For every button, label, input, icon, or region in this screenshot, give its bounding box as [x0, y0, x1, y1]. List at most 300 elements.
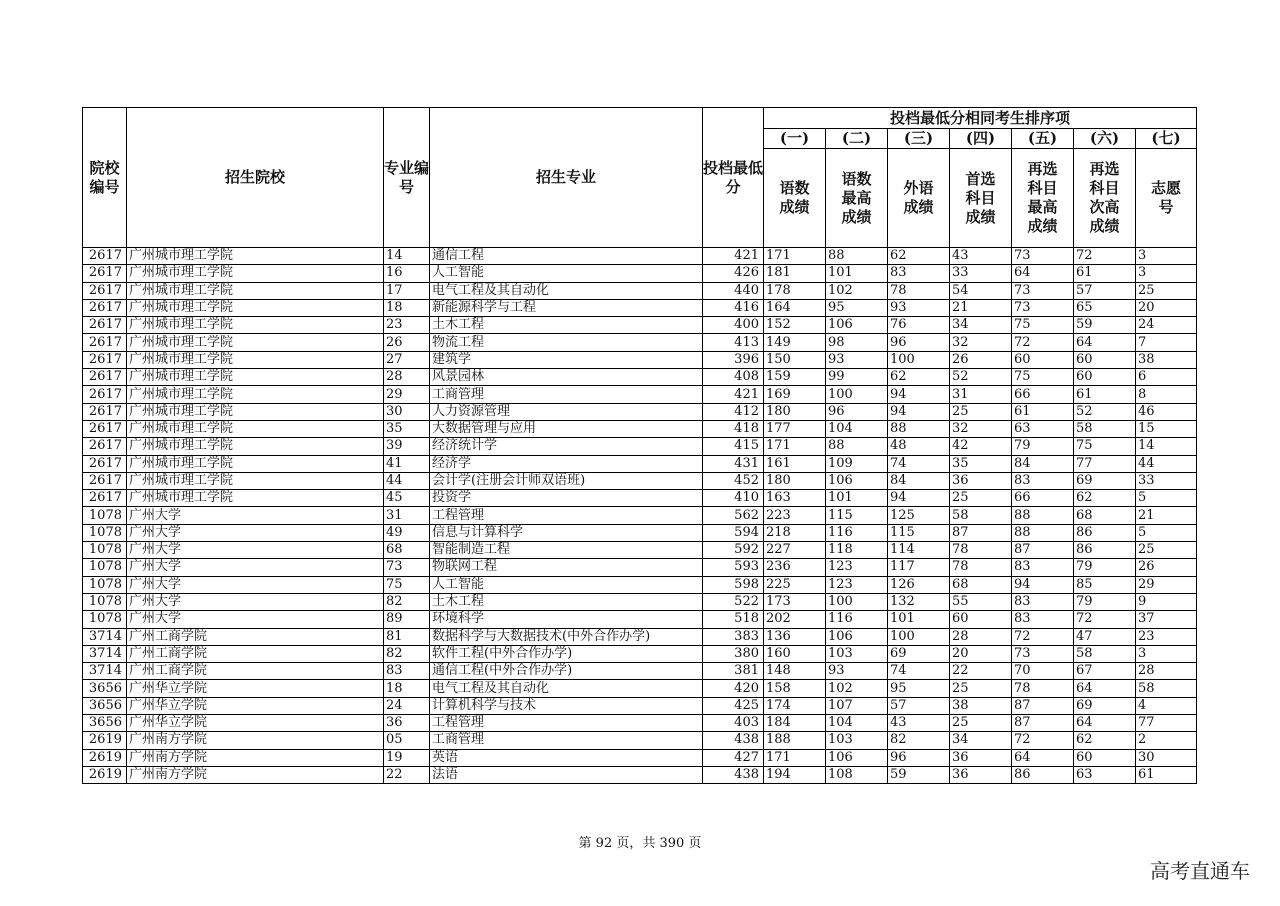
table-row [83, 317, 1197, 334]
cell-application-number: 25 [1136, 282, 1197, 299]
cell-elective-second-score: 64 [1074, 334, 1136, 351]
cell-chinese-math-max-score: 100 [826, 593, 888, 610]
cell-foreign-language-score: 84 [888, 472, 950, 489]
table-row [83, 593, 1197, 610]
header-school-code: 院校编号 [83, 108, 127, 248]
cell-first-subject-score: 31 [950, 386, 1012, 403]
cell-elective-second-score: 75 [1074, 438, 1136, 455]
cell-school-name: 广州城市理工学院 [127, 317, 384, 334]
header-sub-label: 志愿号 [1136, 149, 1197, 248]
cell-application-number: 23 [1136, 628, 1197, 645]
cell-school-code: 3656 [83, 715, 127, 732]
table-row [83, 611, 1197, 628]
cell-foreign-language-score: 94 [888, 490, 950, 507]
cell-first-subject-score: 25 [950, 403, 1012, 420]
cell-school-name: 广州华立学院 [127, 680, 384, 697]
cell-elective-max-score: 75 [1012, 317, 1074, 334]
cell-min-score: 518 [703, 611, 764, 628]
cell-school-code: 1078 [83, 507, 127, 524]
cell-foreign-language-score: 78 [888, 282, 950, 299]
cell-foreign-language-score: 96 [888, 749, 950, 766]
cell-school-code: 3714 [83, 663, 127, 680]
cell-major-name: 新能源科学与工程 [430, 299, 703, 316]
cell-major-code: 05 [384, 732, 430, 749]
cell-elective-max-score: 64 [1012, 265, 1074, 282]
cell-major-code: 27 [384, 351, 430, 368]
cell-min-score: 427 [703, 749, 764, 766]
header-sub-label: 再选科目次高成绩 [1074, 149, 1136, 248]
cell-elective-max-score: 78 [1012, 680, 1074, 697]
cell-major-code: 19 [384, 749, 430, 766]
header-sub-label: 语数最高成绩 [826, 149, 888, 248]
cell-elective-max-score: 70 [1012, 663, 1074, 680]
cell-elective-second-score: 47 [1074, 628, 1136, 645]
cell-chinese-math-max-score: 101 [826, 265, 888, 282]
cell-elective-second-score: 61 [1074, 386, 1136, 403]
cell-min-score: 396 [703, 351, 764, 368]
table-row [83, 438, 1197, 455]
cell-chinese-math-score: 223 [764, 507, 826, 524]
cell-foreign-language-score: 82 [888, 732, 950, 749]
cell-chinese-math-score: 150 [764, 351, 826, 368]
cell-min-score: 594 [703, 524, 764, 541]
cell-first-subject-score: 25 [950, 680, 1012, 697]
cell-school-name: 广州城市理工学院 [127, 455, 384, 472]
cell-chinese-math-max-score: 93 [826, 663, 888, 680]
cell-chinese-math-max-score: 106 [826, 472, 888, 489]
cell-major-name: 大数据管理与应用 [430, 420, 703, 437]
cell-major-name: 物联网工程 [430, 559, 703, 576]
cell-major-name: 风景园林 [430, 369, 703, 386]
cell-chinese-math-max-score: 102 [826, 680, 888, 697]
table-row [83, 490, 1197, 507]
cell-chinese-math-max-score: 115 [826, 507, 888, 524]
cell-school-name: 广州华立学院 [127, 715, 384, 732]
cell-elective-max-score: 87 [1012, 697, 1074, 714]
admission-score-table [82, 107, 1197, 784]
cell-chinese-math-score: 148 [764, 663, 826, 680]
watermark: 高考直通车 [1150, 859, 1250, 883]
cell-chinese-math-max-score: 95 [826, 299, 888, 316]
cell-elective-max-score: 83 [1012, 559, 1074, 576]
cell-foreign-language-score: 96 [888, 334, 950, 351]
cell-foreign-language-score: 43 [888, 715, 950, 732]
cell-elective-max-score: 72 [1012, 732, 1074, 749]
cell-school-code: 2617 [83, 369, 127, 386]
cell-school-code: 1078 [83, 559, 127, 576]
cell-school-name: 广州工商学院 [127, 663, 384, 680]
cell-major-code: 44 [384, 472, 430, 489]
cell-school-name: 广州城市理工学院 [127, 369, 384, 386]
cell-chinese-math-max-score: 116 [826, 524, 888, 541]
cell-foreign-language-score: 83 [888, 265, 950, 282]
cell-application-number: 5 [1136, 490, 1197, 507]
header-sub-number: (五) [1012, 129, 1074, 149]
cell-elective-second-score: 85 [1074, 576, 1136, 593]
cell-foreign-language-score: 48 [888, 438, 950, 455]
table-row [83, 766, 1197, 783]
cell-school-code: 2619 [83, 749, 127, 766]
cell-chinese-math-max-score: 123 [826, 559, 888, 576]
cell-first-subject-score: 28 [950, 628, 1012, 645]
cell-first-subject-score: 33 [950, 265, 1012, 282]
cell-foreign-language-score: 62 [888, 248, 950, 265]
cell-application-number: 26 [1136, 559, 1197, 576]
cell-major-code: 18 [384, 680, 430, 697]
cell-chinese-math-max-score: 101 [826, 490, 888, 507]
header-sub-number: (三) [888, 129, 950, 149]
cell-application-number: 14 [1136, 438, 1197, 455]
cell-school-name: 广州华立学院 [127, 697, 384, 714]
cell-min-score: 426 [703, 265, 764, 282]
cell-major-name: 英语 [430, 749, 703, 766]
table-row [83, 749, 1197, 766]
cell-application-number: 7 [1136, 334, 1197, 351]
table-row [83, 663, 1197, 680]
cell-major-code: 26 [384, 334, 430, 351]
cell-school-name: 广州大学 [127, 542, 384, 559]
cell-major-code: 39 [384, 438, 430, 455]
cell-elective-max-score: 72 [1012, 334, 1074, 351]
table-row [83, 628, 1197, 645]
cell-school-name: 广州城市理工学院 [127, 420, 384, 437]
cell-elective-max-score: 94 [1012, 576, 1074, 593]
cell-major-code: 28 [384, 369, 430, 386]
cell-chinese-math-max-score: 96 [826, 403, 888, 420]
table-row [83, 403, 1197, 420]
cell-school-code: 1078 [83, 593, 127, 610]
cell-school-code: 1078 [83, 611, 127, 628]
table-row [83, 420, 1197, 437]
cell-elective-max-score: 75 [1012, 369, 1074, 386]
table-row [83, 732, 1197, 749]
cell-school-code: 2617 [83, 438, 127, 455]
cell-chinese-math-score: 152 [764, 317, 826, 334]
cell-school-code: 1078 [83, 524, 127, 541]
cell-foreign-language-score: 57 [888, 697, 950, 714]
cell-major-code: 41 [384, 455, 430, 472]
cell-elective-second-score: 68 [1074, 507, 1136, 524]
cell-min-score: 410 [703, 490, 764, 507]
cell-first-subject-score: 35 [950, 455, 1012, 472]
cell-major-code: 23 [384, 317, 430, 334]
cell-chinese-math-max-score: 104 [826, 420, 888, 437]
cell-foreign-language-score: 132 [888, 593, 950, 610]
cell-foreign-language-score: 94 [888, 403, 950, 420]
cell-min-score: 418 [703, 420, 764, 437]
cell-min-score: 425 [703, 697, 764, 714]
cell-major-code: 68 [384, 542, 430, 559]
cell-elective-max-score: 61 [1012, 403, 1074, 420]
cell-chinese-math-max-score: 106 [826, 628, 888, 645]
cell-school-code: 2617 [83, 282, 127, 299]
cell-major-name: 软件工程(中外合作办学) [430, 645, 703, 662]
cell-major-name: 数据科学与大数据技术(中外合作办学) [430, 628, 703, 645]
cell-major-code: 73 [384, 559, 430, 576]
cell-chinese-math-max-score: 98 [826, 334, 888, 351]
cell-chinese-math-score: 177 [764, 420, 826, 437]
cell-elective-second-score: 86 [1074, 524, 1136, 541]
cell-school-name: 广州城市理工学院 [127, 334, 384, 351]
cell-school-name: 广州大学 [127, 559, 384, 576]
cell-application-number: 58 [1136, 680, 1197, 697]
cell-elective-max-score: 87 [1012, 542, 1074, 559]
cell-school-code: 2617 [83, 334, 127, 351]
cell-elective-max-score: 73 [1012, 248, 1074, 265]
cell-major-code: 35 [384, 420, 430, 437]
header-sub-label: 再选科目最高成绩 [1012, 149, 1074, 248]
cell-elective-second-score: 67 [1074, 663, 1136, 680]
cell-chinese-math-max-score: 103 [826, 732, 888, 749]
cell-school-code: 2619 [83, 732, 127, 749]
cell-chinese-math-max-score: 106 [826, 749, 888, 766]
cell-chinese-math-score: 171 [764, 248, 826, 265]
cell-chinese-math-max-score: 123 [826, 576, 888, 593]
cell-elective-second-score: 60 [1074, 351, 1136, 368]
page-footer: 第 92 页，共 390 页 [578, 836, 702, 851]
cell-first-subject-score: 54 [950, 282, 1012, 299]
cell-first-subject-score: 60 [950, 611, 1012, 628]
cell-foreign-language-score: 114 [888, 542, 950, 559]
cell-chinese-math-score: 194 [764, 766, 826, 783]
cell-school-name: 广州城市理工学院 [127, 403, 384, 420]
table-row [83, 299, 1197, 316]
cell-min-score: 412 [703, 403, 764, 420]
cell-chinese-math-score: 202 [764, 611, 826, 628]
cell-chinese-math-score: 218 [764, 524, 826, 541]
cell-school-code: 3656 [83, 697, 127, 714]
cell-elective-second-score: 79 [1074, 559, 1136, 576]
table-row [83, 472, 1197, 489]
table-row [83, 576, 1197, 593]
cell-foreign-language-score: 117 [888, 559, 950, 576]
cell-major-name: 人工智能 [430, 576, 703, 593]
cell-first-subject-score: 43 [950, 248, 1012, 265]
cell-major-name: 建筑学 [430, 351, 703, 368]
table-row [83, 559, 1197, 576]
cell-min-score: 522 [703, 593, 764, 610]
table-row [83, 507, 1197, 524]
cell-major-code: 22 [384, 766, 430, 783]
cell-elective-max-score: 73 [1012, 299, 1074, 316]
cell-elective-max-score: 86 [1012, 766, 1074, 783]
header-school-name: 招生院校 [127, 108, 384, 248]
cell-application-number: 61 [1136, 766, 1197, 783]
cell-application-number: 3 [1136, 248, 1197, 265]
cell-foreign-language-score: 126 [888, 576, 950, 593]
cell-chinese-math-score: 164 [764, 299, 826, 316]
cell-school-name: 广州城市理工学院 [127, 265, 384, 282]
cell-school-name: 广州城市理工学院 [127, 490, 384, 507]
cell-min-score: 421 [703, 248, 764, 265]
cell-major-name: 智能制造工程 [430, 542, 703, 559]
cell-school-name: 广州南方学院 [127, 766, 384, 783]
cell-major-code: 30 [384, 403, 430, 420]
cell-chinese-math-max-score: 118 [826, 542, 888, 559]
cell-min-score: 421 [703, 386, 764, 403]
cell-min-score: 413 [703, 334, 764, 351]
cell-chinese-math-score: 169 [764, 386, 826, 403]
cell-elective-second-score: 59 [1074, 317, 1136, 334]
cell-min-score: 400 [703, 317, 764, 334]
cell-major-code: 29 [384, 386, 430, 403]
cell-min-score: 440 [703, 282, 764, 299]
cell-school-code: 2617 [83, 351, 127, 368]
cell-first-subject-score: 20 [950, 645, 1012, 662]
cell-chinese-math-max-score: 93 [826, 351, 888, 368]
cell-school-code: 2617 [83, 317, 127, 334]
table-row [83, 386, 1197, 403]
cell-application-number: 9 [1136, 593, 1197, 610]
cell-min-score: 408 [703, 369, 764, 386]
cell-chinese-math-score: 181 [764, 265, 826, 282]
cell-foreign-language-score: 125 [888, 507, 950, 524]
cell-foreign-language-score: 74 [888, 663, 950, 680]
cell-elective-max-score: 63 [1012, 420, 1074, 437]
cell-school-name: 广州城市理工学院 [127, 351, 384, 368]
cell-chinese-math-max-score: 103 [826, 645, 888, 662]
cell-application-number: 46 [1136, 403, 1197, 420]
cell-first-subject-score: 32 [950, 334, 1012, 351]
cell-application-number: 15 [1136, 420, 1197, 437]
header-sub-label: 语数成绩 [764, 149, 826, 248]
header-min-score: 投档最低分 [703, 108, 764, 248]
header-sub-label: 外语成绩 [888, 149, 950, 248]
cell-school-code: 2617 [83, 248, 127, 265]
cell-first-subject-score: 52 [950, 369, 1012, 386]
cell-chinese-math-max-score: 107 [826, 697, 888, 714]
table-row [83, 680, 1197, 697]
header-tiebreak-group: 投档最低分相同考生排序项 [764, 108, 1197, 129]
cell-major-name: 会计学(注册会计师双语班) [430, 472, 703, 489]
cell-chinese-math-score: 180 [764, 472, 826, 489]
cell-elective-second-score: 79 [1074, 593, 1136, 610]
cell-school-code: 3714 [83, 628, 127, 645]
cell-chinese-math-max-score: 106 [826, 317, 888, 334]
cell-application-number: 28 [1136, 663, 1197, 680]
cell-school-code: 2617 [83, 403, 127, 420]
cell-application-number: 21 [1136, 507, 1197, 524]
cell-major-code: 82 [384, 645, 430, 662]
cell-major-code: 49 [384, 524, 430, 541]
cell-foreign-language-score: 69 [888, 645, 950, 662]
cell-school-code: 3656 [83, 680, 127, 697]
cell-chinese-math-max-score: 100 [826, 386, 888, 403]
cell-first-subject-score: 36 [950, 749, 1012, 766]
cell-major-name: 电气工程及其自动化 [430, 282, 703, 299]
header-sub-number: (七) [1136, 129, 1197, 149]
cell-elective-max-score: 88 [1012, 524, 1074, 541]
cell-elective-second-score: 64 [1074, 680, 1136, 697]
cell-min-score: 420 [703, 680, 764, 697]
cell-application-number: 3 [1136, 645, 1197, 662]
cell-application-number: 30 [1136, 749, 1197, 766]
cell-first-subject-score: 22 [950, 663, 1012, 680]
cell-chinese-math-score: 174 [764, 697, 826, 714]
header-sub-label: 首选科目成绩 [950, 149, 1012, 248]
cell-first-subject-score: 25 [950, 490, 1012, 507]
cell-application-number: 25 [1136, 542, 1197, 559]
cell-school-name: 广州城市理工学院 [127, 248, 384, 265]
cell-application-number: 6 [1136, 369, 1197, 386]
cell-major-name: 人力资源管理 [430, 403, 703, 420]
table-row [83, 334, 1197, 351]
cell-major-name: 工程管理 [430, 507, 703, 524]
cell-major-name: 计算机科学与技术 [430, 697, 703, 714]
cell-school-name: 广州城市理工学院 [127, 438, 384, 455]
cell-chinese-math-score: 227 [764, 542, 826, 559]
cell-elective-second-score: 57 [1074, 282, 1136, 299]
cell-major-code: 31 [384, 507, 430, 524]
cell-chinese-math-max-score: 88 [826, 438, 888, 455]
cell-foreign-language-score: 74 [888, 455, 950, 472]
table-body [83, 248, 1197, 784]
cell-school-name: 广州南方学院 [127, 749, 384, 766]
cell-major-code: 18 [384, 299, 430, 316]
cell-chinese-math-max-score: 88 [826, 248, 888, 265]
cell-first-subject-score: 21 [950, 299, 1012, 316]
cell-school-name: 广州城市理工学院 [127, 299, 384, 316]
cell-chinese-math-score: 159 [764, 369, 826, 386]
cell-application-number: 20 [1136, 299, 1197, 316]
cell-application-number: 8 [1136, 386, 1197, 403]
cell-elective-max-score: 73 [1012, 645, 1074, 662]
cell-chinese-math-score: 178 [764, 282, 826, 299]
cell-chinese-math-score: 161 [764, 455, 826, 472]
cell-school-code: 1078 [83, 576, 127, 593]
cell-application-number: 33 [1136, 472, 1197, 489]
cell-min-score: 415 [703, 438, 764, 455]
cell-school-name: 广州大学 [127, 576, 384, 593]
cell-elective-second-score: 52 [1074, 403, 1136, 420]
table-row [83, 455, 1197, 472]
cell-major-code: 82 [384, 593, 430, 610]
cell-chinese-math-score: 188 [764, 732, 826, 749]
cell-foreign-language-score: 76 [888, 317, 950, 334]
cell-school-code: 2617 [83, 420, 127, 437]
cell-major-name: 土木工程 [430, 593, 703, 610]
cell-application-number: 3 [1136, 265, 1197, 282]
cell-school-code: 2617 [83, 299, 127, 316]
cell-school-code: 2617 [83, 490, 127, 507]
cell-chinese-math-score: 136 [764, 628, 826, 645]
cell-elective-max-score: 83 [1012, 472, 1074, 489]
cell-major-name: 人工智能 [430, 265, 703, 282]
cell-school-code: 2617 [83, 265, 127, 282]
header-sub-number: (四) [950, 129, 1012, 149]
cell-elective-max-score: 64 [1012, 749, 1074, 766]
cell-elective-max-score: 72 [1012, 628, 1074, 645]
cell-school-code: 2617 [83, 386, 127, 403]
cell-min-score: 380 [703, 645, 764, 662]
cell-first-subject-score: 34 [950, 317, 1012, 334]
cell-chinese-math-max-score: 116 [826, 611, 888, 628]
header-sub-number: (二) [826, 129, 888, 149]
cell-application-number: 2 [1136, 732, 1197, 749]
cell-school-name: 广州大学 [127, 593, 384, 610]
table-row [83, 351, 1197, 368]
cell-first-subject-score: 38 [950, 697, 1012, 714]
cell-elective-max-score: 66 [1012, 386, 1074, 403]
cell-elective-second-score: 60 [1074, 369, 1136, 386]
cell-foreign-language-score: 100 [888, 628, 950, 645]
cell-application-number: 4 [1136, 697, 1197, 714]
cell-elective-second-score: 60 [1074, 749, 1136, 766]
cell-elective-max-score: 83 [1012, 593, 1074, 610]
cell-school-code: 2617 [83, 472, 127, 489]
cell-application-number: 29 [1136, 576, 1197, 593]
table-row [83, 524, 1197, 541]
